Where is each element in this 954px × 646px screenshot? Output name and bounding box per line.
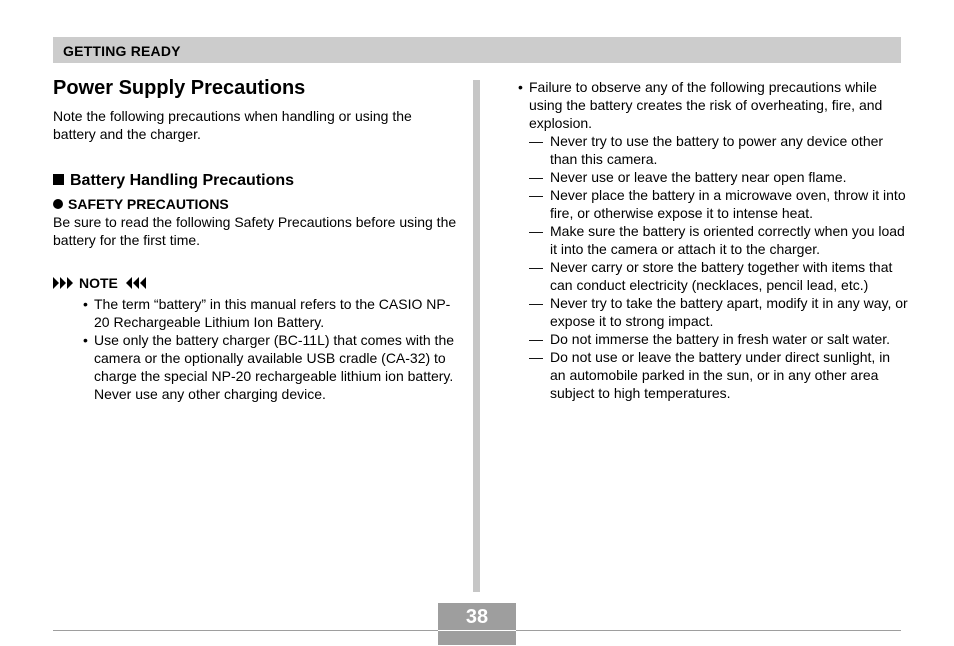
warning-item-text: Never carry or store the battery together with items that can conduct electricity (necklaces, pencil lead, etc.) bbox=[550, 259, 893, 293]
list-item: — Never place the battery in a microwave oven, throw it into fire, or otherwise expose it to intense heat. bbox=[518, 186, 908, 222]
left-column bbox=[53, 76, 458, 403]
right-column bbox=[518, 78, 908, 402]
page-number: 38 bbox=[465, 606, 489, 628]
safety-text: Be sure to read the following Safety Precautions before using the battery for the first time. bbox=[53, 214, 457, 248]
list-item: — Never use or leave the battery near open flame. bbox=[529, 169, 847, 185]
note-right-arrows-icon bbox=[124, 277, 146, 289]
note-item-text: Use only the battery charger (BC-11L) that comes with the camera or the optionally available USB cradle (CA-32) to charge the special NP-20 rechargeable lithium ion battery. bbox=[94, 332, 455, 384]
warning-item-text: Never try to use the battery to power any device other than this camera. bbox=[550, 133, 884, 167]
list-item: • Failure to observe any of the following precautions while using the battery creates the risk of overheating, fire, and explosion. bbox=[518, 78, 908, 132]
list-item: • Use only the battery charger (BC-11L) that comes with the camera or the optionally available USB cradle (CA-32) to charge the special NP-20 rechargeable lithium ion battery. Never use any other charging device. bbox=[53, 331, 458, 403]
warning-item-text: Make sure the battery is oriented correctly when you load it into the camera or attach it to the charger. bbox=[550, 223, 905, 257]
warning-item-text: Do not immerse the battery in fresh water or salt water. bbox=[550, 331, 891, 347]
warning-item-text: Never try to take the battery apart, modify it in any way, or expose it to strong impact. bbox=[550, 295, 908, 329]
list-item: — Make sure the battery is oriented correctly when you load it into the camera or attach it to the charger. bbox=[518, 222, 908, 258]
note-item-text: The term “battery” in this manual refers to the CASIO NP-20 Rechargeable Lithium Ion Battery. bbox=[94, 296, 451, 330]
section-title: GETTING READY bbox=[63, 43, 181, 59]
page-title: Power Supply Precautions bbox=[53, 77, 306, 99]
square-bullet-icon bbox=[53, 174, 64, 185]
page-number-stripe bbox=[438, 630, 516, 631]
list-item: — Never carry or store the battery together with items that can conduct electricity (necklaces, pencil lead, etc.) bbox=[518, 258, 908, 294]
safety-heading bbox=[53, 196, 458, 213]
warning-item-text: Do not use or leave the battery under direct sunlight, in an automobile parked in the sun, or in any other area subject to high temperatures. bbox=[550, 349, 891, 401]
note-extra-text: Never use any other charging device. bbox=[94, 386, 326, 402]
filled-circle-icon bbox=[53, 199, 63, 209]
list-item: • The term “battery” in this manual refers to the CASIO NP-20 Rechargeable Lithium Ion Battery. bbox=[53, 295, 458, 331]
note-left-arrows-icon bbox=[53, 277, 75, 289]
warning-item-text: Never use or leave the battery near open flame. bbox=[550, 169, 847, 185]
section-header-bar bbox=[53, 37, 901, 63]
list-item: — Never try to take the battery apart, modify it in any way, or expose it to strong impact. bbox=[529, 295, 908, 329]
battery-handling-heading bbox=[53, 171, 458, 191]
safety-heading-label: SAFETY PRECAUTIONS bbox=[68, 196, 229, 212]
note-item-body bbox=[94, 331, 458, 403]
column-divider bbox=[473, 80, 480, 592]
subheading-label: Battery Handling Precautions bbox=[70, 172, 295, 189]
page-number-box bbox=[438, 603, 516, 645]
note-heading bbox=[53, 274, 458, 292]
warning-lead-text: Failure to observe any of the following precautions while using the battery creates the risk of overheating, fire, and explosion. bbox=[529, 79, 883, 131]
list-item: — Do not use or leave the battery under direct sunlight, in an automobile parked in the sun, or in any other area subject to high temperatures. bbox=[518, 348, 908, 402]
note-list bbox=[53, 295, 458, 403]
warning-item-text: Never place the battery in a microwave oven, throw it into fire, or otherwise expose it to intense heat. bbox=[550, 187, 906, 221]
list-item: — Never try to use the battery to power any device other than this camera. bbox=[518, 132, 908, 168]
note-label: NOTE bbox=[79, 275, 118, 291]
list-item: — Do not immerse the battery in fresh water or salt water. bbox=[529, 331, 891, 347]
warning-list bbox=[518, 132, 908, 402]
intro-text: Note the following precautions when handling or using the battery and the charger. bbox=[53, 108, 412, 142]
